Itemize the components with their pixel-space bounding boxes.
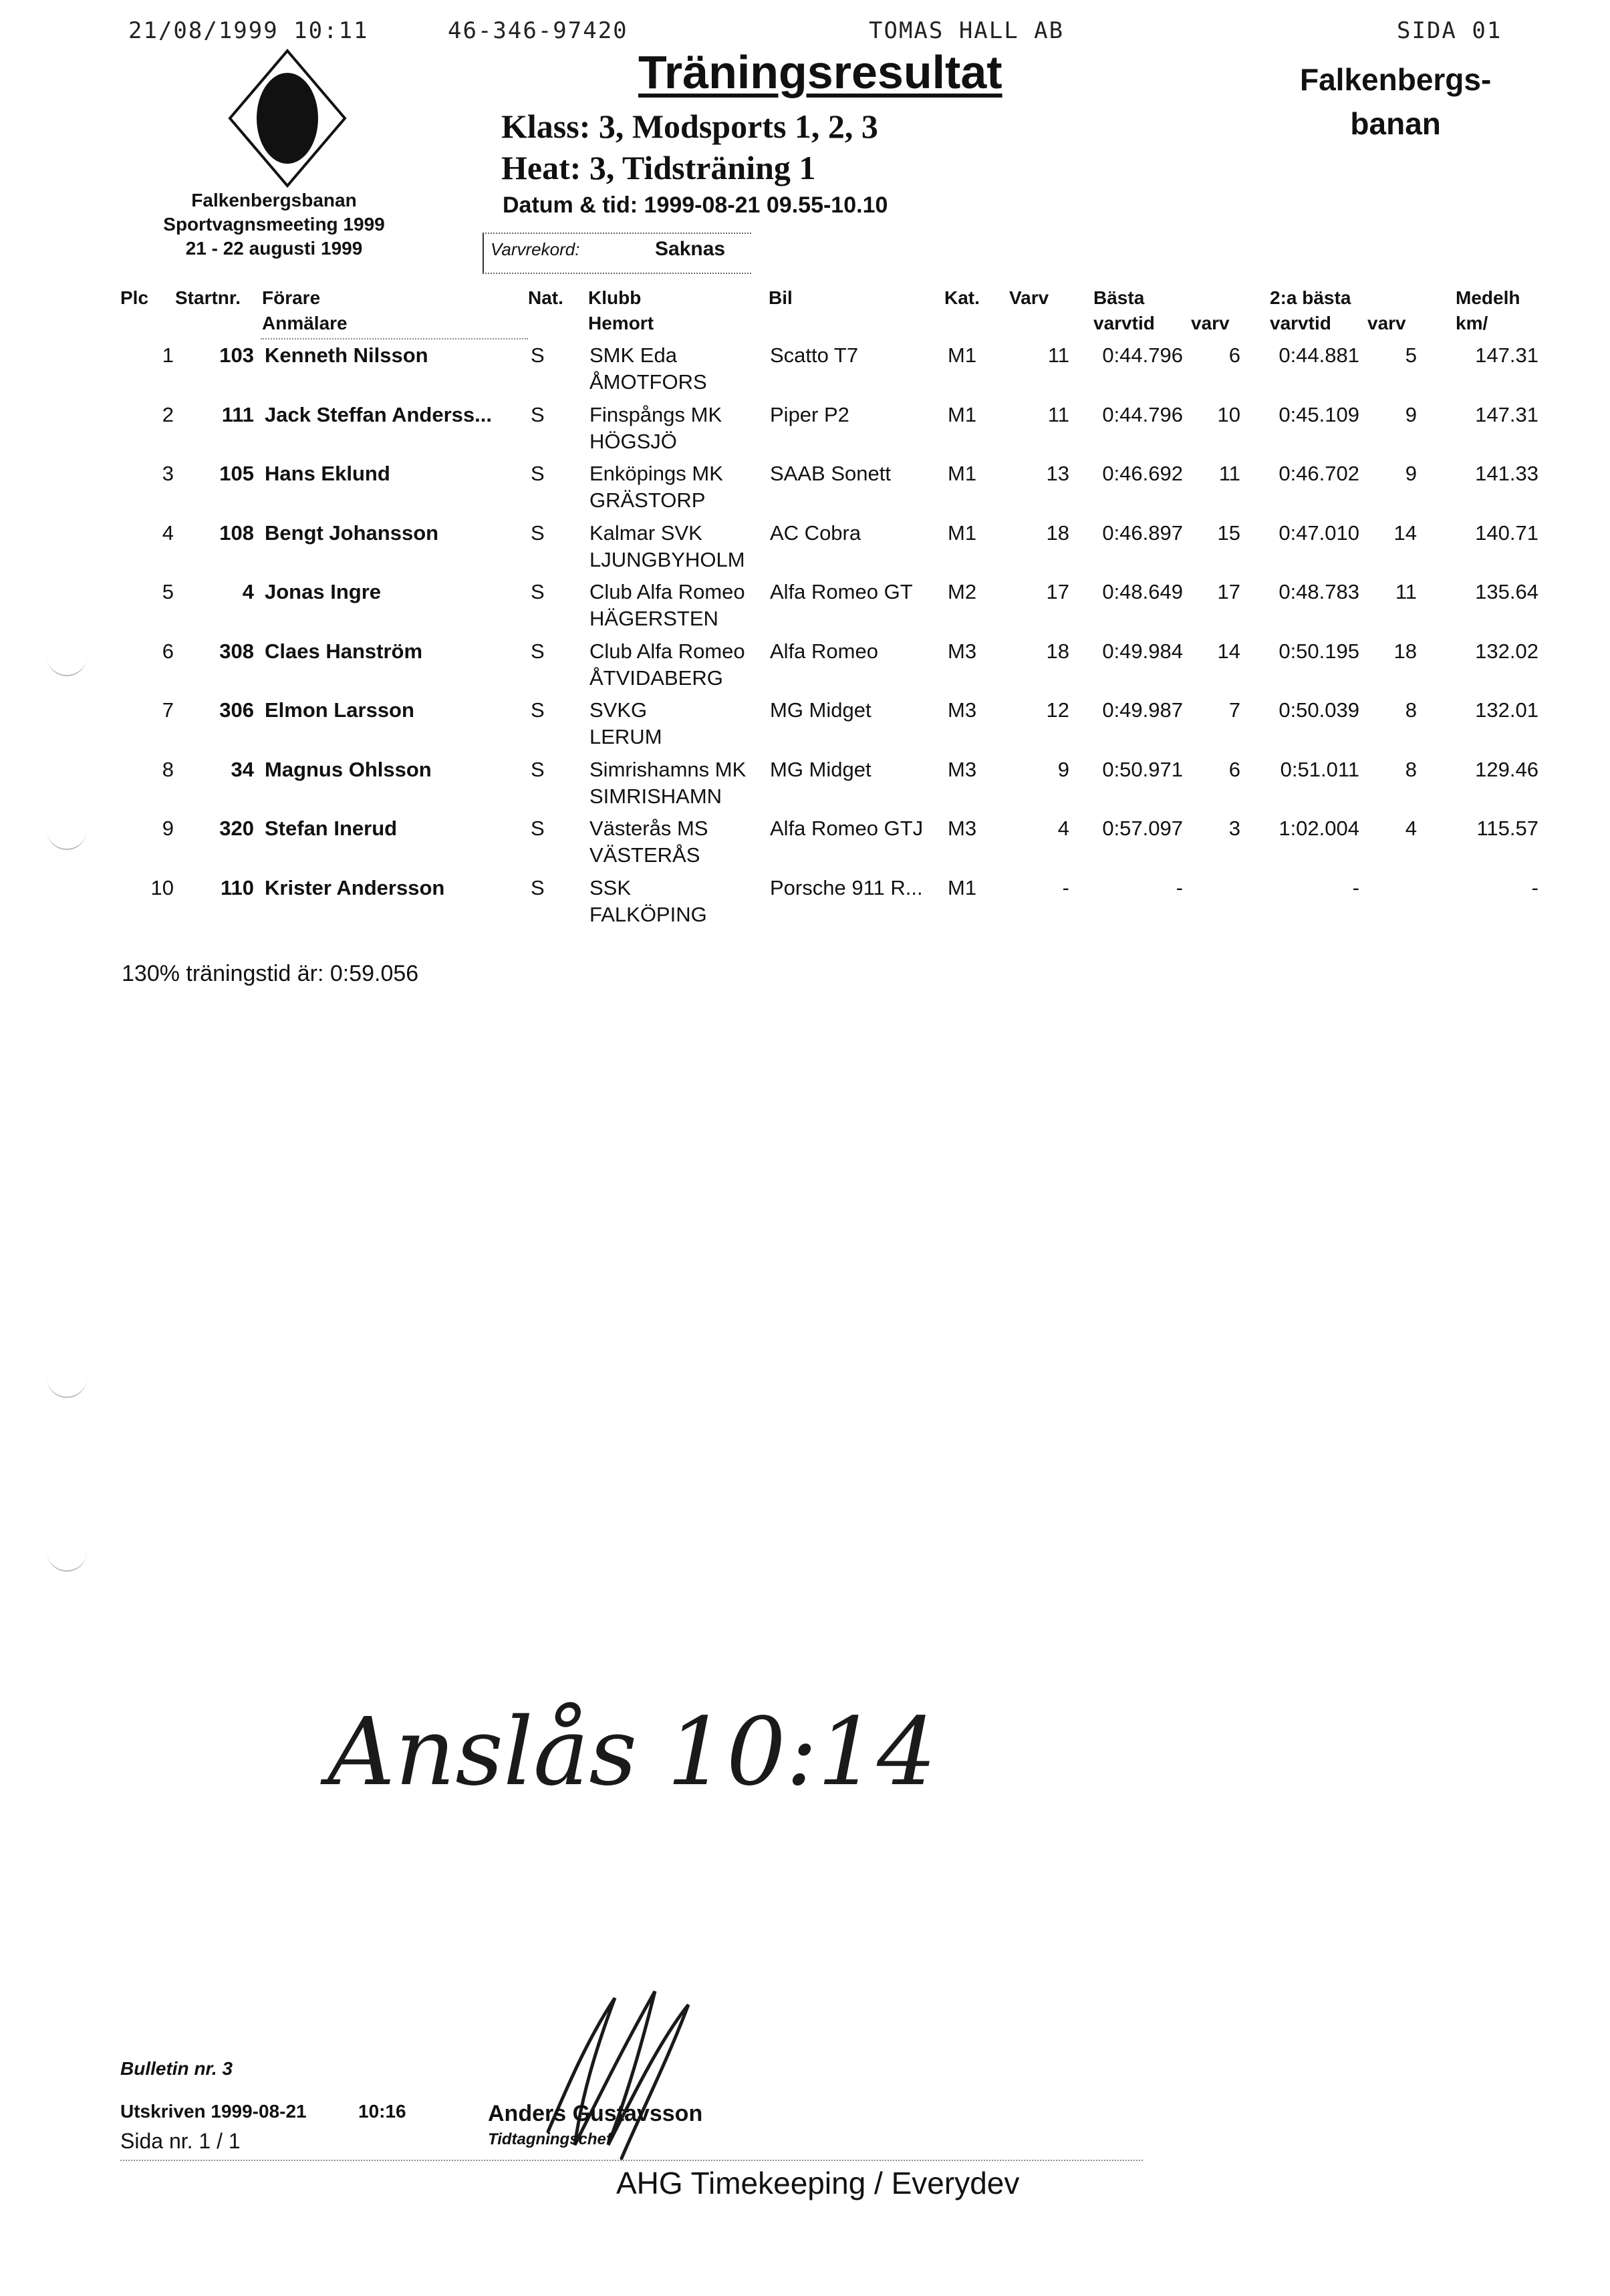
cell-startnr: 108 [219,521,254,545]
col-medelh: Medelh [1456,287,1520,308]
logo-caption-line-2: Sportvagnsmeeting 1999 [163,214,385,235]
cell-bil: Porsche 911 R... [770,875,923,899]
handwritten-note [321,1677,937,1838]
cell-plc: 4 [162,521,174,545]
cell-plc: 3 [162,462,174,485]
handwritten-note-text: Anslås 10:14 [327,1698,937,1807]
cell-kat: M3 [948,639,977,663]
fax-company: TOMAS HALL AB [869,17,1065,44]
venue-name [1300,57,1491,146]
cell-kat: M1 [948,402,977,426]
cell-nat: S [531,639,545,663]
cell-second-lap: 18 [1393,639,1417,663]
cell-varv: 9 [1057,757,1069,781]
cell-forare: Magnus Ohlsson [265,757,432,781]
cell-kat: M3 [948,698,977,722]
cell-avg: - [1531,875,1538,899]
venue-line-2: banan [1350,106,1441,141]
col-varvtid: varvtid [1093,313,1155,333]
cell-bil: Scatto T7 [770,343,859,367]
cell-best-lap: 6 [1228,757,1240,781]
cell-second-lap: 8 [1405,757,1417,781]
cell-avg: 141.33 [1475,462,1538,485]
cell-bil: Alfa Romeo [770,639,878,663]
cell-avg: 147.31 [1475,343,1538,367]
cell-varv: - [1062,875,1069,899]
cell-forare: Elmon Larsson [265,698,414,722]
cell-avg: 132.01 [1475,698,1538,722]
binder-hole-mark [47,655,87,676]
cell-best: 0:46.692 [1102,462,1183,485]
cell-best: 0:46.897 [1102,521,1183,545]
cell-avg: 135.64 [1475,580,1538,603]
cell-best-lap: 3 [1228,817,1240,840]
cell-best: 0:49.984 [1102,639,1183,663]
klass-line: Klass: 3, Modsports 1, 2, 3 [501,108,878,145]
cell-varv: 11 [1047,343,1069,367]
cell-startnr: 306 [219,698,254,722]
cell-best-lap: 7 [1228,698,1240,722]
cell-startnr: 105 [219,462,254,485]
cell-nat: S [531,343,545,367]
col-hemort: Hemort [588,313,654,333]
cell-forare: Claes Hanström [265,639,423,663]
cell-hemort: LERUM [589,725,662,748]
cell-hemort: SIMRISHAMN [589,784,722,808]
cell-varv: 12 [1046,698,1069,722]
cell-plc: 6 [162,639,174,663]
cell-plc: 9 [162,817,174,840]
cell-avg: 129.46 [1475,757,1538,781]
cell-avg: 147.31 [1475,402,1538,426]
cell-klubb: SVKG [589,698,648,722]
col-forare: Förare [262,287,321,308]
cell-plc: 8 [162,757,174,781]
cell-forare: Bengt Johansson [265,521,439,545]
cell-kat: M1 [948,343,977,367]
cell-hemort: VÄSTERÅS [589,843,700,867]
cell-klubb: Simrishamns MK [589,757,747,781]
col-bil: Bil [769,287,793,308]
cell-plc: 2 [162,402,174,426]
cell-hemort: FALKÖPING [589,902,707,926]
cell-second-lap: 4 [1405,817,1417,840]
cell-nat: S [531,580,545,603]
cell-startnr: 110 [220,875,254,899]
falkenbergsbanan-logo [227,48,348,188]
cell-startnr: 103 [219,343,254,367]
cell-second: - [1352,875,1359,899]
venue-line-1: Falkenbergs- [1300,62,1492,97]
cell-bil: Alfa Romeo GTJ [770,817,924,840]
cell-hemort: ÅTVIDABERG [589,666,723,690]
cell-nat: S [531,521,545,545]
cell-hemort: HÖGSJÖ [589,429,677,453]
cell-second-lap: 9 [1405,462,1417,485]
col-klubb: Klubb [588,287,642,308]
cell-plc: 10 [150,875,174,899]
col-varv: Varv [1009,287,1049,308]
cell-bil: Alfa Romeo GT [770,580,913,603]
signer-name: Anders Gustavsson [488,2101,703,2126]
cell-hemort: GRÄSTORP [589,488,706,512]
cell-startnr: 308 [219,639,254,663]
cell-startnr: 320 [219,817,254,840]
cell-nat: S [531,817,545,840]
col-basta: Bästa [1093,287,1145,308]
cell-best-lap: 11 [1218,462,1240,485]
cell-forare: Hans Eklund [265,462,390,485]
cell-best-lap: 17 [1217,580,1240,603]
col-varv-sub: varv [1191,313,1230,333]
signer-title: Tidtagningschef [488,2130,612,2148]
cell-startnr: 4 [242,580,254,603]
cell-plc: 1 [162,343,174,367]
cell-klubb: Västerås MS [589,817,708,840]
cell-second-lap: 11 [1395,580,1417,603]
varvrekord-value: Saknas [655,238,726,260]
cell-startnr: 34 [231,757,254,781]
cell-kat: M1 [948,462,977,485]
cell-nat: S [531,757,545,781]
cell-bil: AC Cobra [770,521,861,545]
cell-best: 0:44.796 [1102,343,1183,367]
cell-varv: 18 [1046,639,1069,663]
cell-klubb: Club Alfa Romeo [589,639,745,663]
footer-divider [120,2160,1143,2161]
cell-klubb: SSK [589,875,632,899]
varvrekord-label: Varvrekord: [491,239,580,259]
cell-klubb: Finspångs MK [589,402,722,426]
page-number: Sida nr. 1 / 1 [120,2129,241,2153]
heat-line: Heat: 3, Tidsträning 1 [501,149,816,186]
cell-best: - [1176,875,1183,899]
cell-kat: M1 [948,875,977,899]
col-plc: Plc [120,287,149,308]
cell-nat: S [531,462,545,485]
cell-hemort: ÅMOTFORS [589,370,707,394]
cell-bil: MG Midget [770,757,871,781]
cell-kat: M3 [948,817,977,840]
cell-hemort: LJUNGBYHOLM [589,547,745,571]
cell-kat: M3 [948,757,977,781]
col-anmalare: Anmälare [262,313,348,333]
cell-forare: Jonas Ingre [265,580,381,603]
cell-nat: S [531,698,545,722]
cell-startnr: 111 [221,402,254,426]
cell-second: 0:51.011 [1280,757,1359,781]
page-title: Träningsresultat [638,46,1002,98]
cell-bil: SAAB Sonett [770,462,891,485]
cell-second-lap: 14 [1393,521,1417,545]
cell-second: 0:48.783 [1279,580,1359,603]
datum-line: Datum & tid: 1999-08-21 09.55-10.10 [503,192,888,218]
cell-klubb: Club Alfa Romeo [589,580,745,603]
cell-varv: 4 [1057,817,1069,840]
col-varv-sub-2: varv [1367,313,1406,333]
header-divider [261,338,528,339]
binder-hole-mark [47,1377,87,1398]
cell-best: 0:57.097 [1102,817,1183,840]
cell-second: 1:02.004 [1279,817,1359,840]
logo-caption-line-1: Falkenbergsbanan [191,190,357,210]
utskriven-time: 10:16 [358,2101,406,2122]
cell-varv: 17 [1046,580,1069,603]
cell-varv: 11 [1047,402,1069,426]
timekeeping-credit: AHG Timekeeping / Everydev [616,2166,1020,2200]
cell-best: 0:50.971 [1102,757,1183,781]
fax-phone: 46-346-97420 [448,17,628,44]
cell-kat: M1 [948,521,977,545]
logo-caption-line-3: 21 - 22 augusti 1999 [185,238,363,259]
cell-nat: S [531,875,545,899]
cell-second-lap: 8 [1405,698,1417,722]
cell-forare: Jack Steffan Anderss... [265,402,492,426]
col-kmh: km/ [1456,313,1488,333]
cell-varv: 18 [1046,521,1069,545]
cell-best-lap: 14 [1217,639,1240,663]
fax-page: SIDA 01 [1397,17,1502,44]
cell-plc: 7 [162,698,174,722]
cell-nat: S [531,402,545,426]
cell-klubb: Enköpings MK [589,462,723,485]
cell-avg: 140.71 [1475,521,1538,545]
cell-best: 0:44.796 [1102,402,1183,426]
cell-klubb: Kalmar SVK [589,521,702,545]
training-note: 130% träningstid är: 0:59.056 [122,961,419,986]
cell-second-lap: 5 [1405,343,1417,367]
cell-best-lap: 15 [1217,521,1240,545]
col-basta-2: 2:a bästa [1270,287,1351,308]
cell-second: 0:47.010 [1279,521,1359,545]
fax-datetime: 21/08/1999 10:11 [128,17,369,44]
cell-forare: Krister Andersson [265,875,445,899]
cell-bil: MG Midget [770,698,871,722]
col-varvtid-2: varvtid [1270,313,1331,333]
utskriven-date: Utskriven 1999-08-21 [120,2101,307,2122]
cell-hemort: HÄGERSTEN [589,607,718,630]
binder-hole-mark [47,1550,87,1572]
cell-best-lap: 6 [1228,343,1240,367]
cell-best: 0:49.987 [1102,698,1183,722]
bulletin-number: Bulletin nr. 3 [120,2058,233,2079]
col-kat: Kat. [944,287,980,308]
cell-plc: 5 [162,580,174,603]
cell-bil: Piper P2 [770,402,849,426]
cell-forare: Kenneth Nilsson [265,343,428,367]
cell-klubb: SMK Eda [589,343,677,367]
binder-hole-mark [47,829,87,850]
cell-avg: 132.02 [1475,639,1538,663]
cell-best: 0:48.649 [1102,580,1183,603]
col-startnr: Startnr. [175,287,241,308]
col-nat: Nat. [528,287,563,308]
cell-best-lap: 10 [1217,402,1240,426]
cell-second: 0:50.195 [1279,639,1359,663]
cell-varv: 13 [1046,462,1069,485]
cell-second: 0:50.039 [1279,698,1359,722]
cell-avg: 115.57 [1476,817,1538,840]
cell-second: 0:46.702 [1279,462,1359,485]
logo-caption [147,188,401,261]
cell-second: 0:44.881 [1279,343,1359,367]
cell-second-lap: 9 [1405,402,1417,426]
cell-second: 0:45.109 [1279,402,1359,426]
cell-forare: Stefan Inerud [265,817,398,840]
cell-kat: M2 [948,580,977,603]
